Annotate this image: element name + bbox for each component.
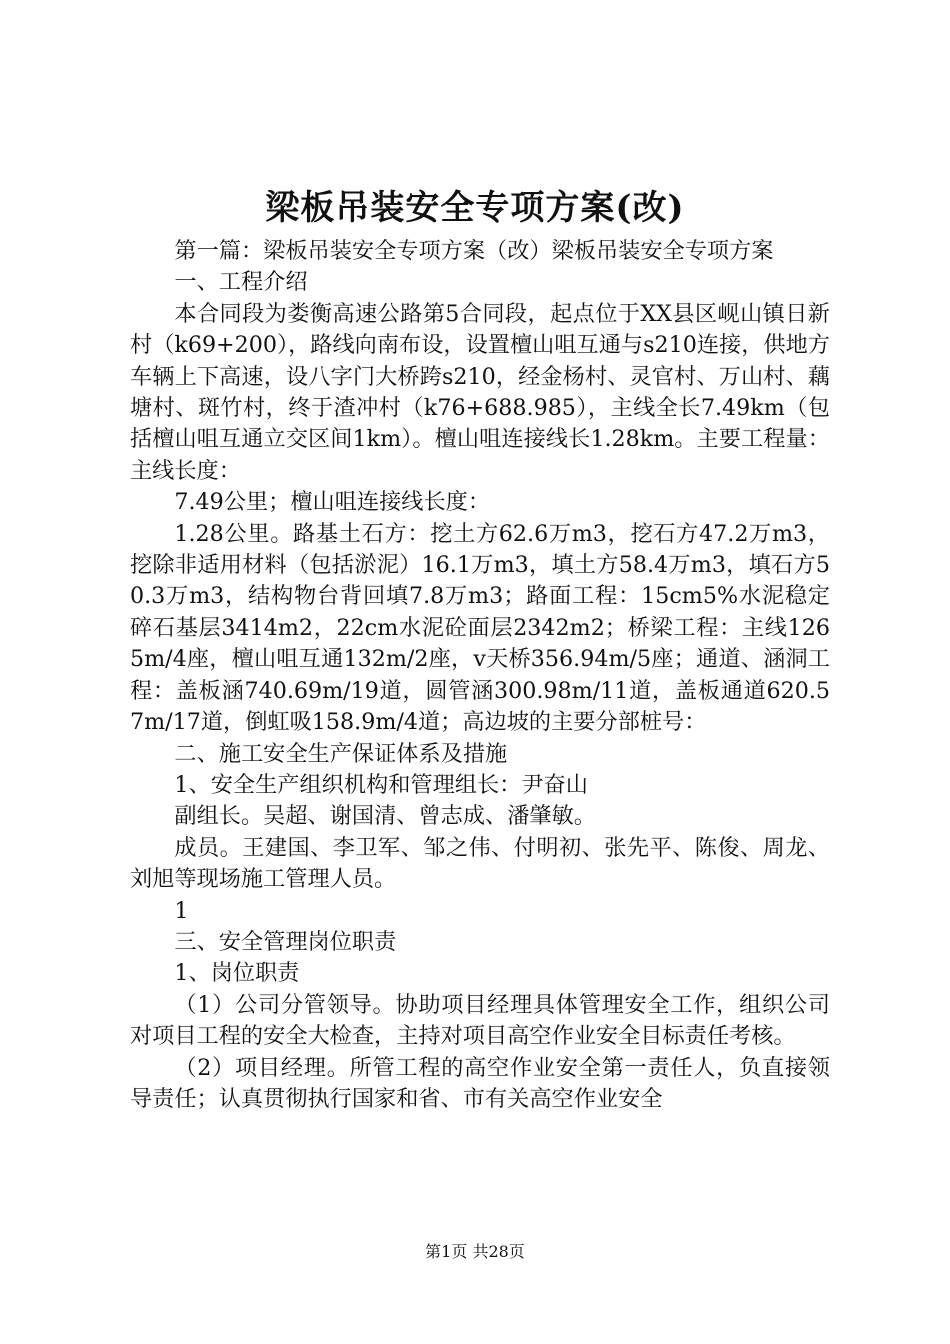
paragraph-section-2-heading: 二、施工安全生产保证体系及措施 (174, 740, 508, 767)
paragraph-duty-project-manager: （2）项目经理。所管工程的高空作业安全第一责任人，负直接领导责任；认真贯彻执行国家和省、市有关高空作业安全 (130, 1054, 830, 1112)
paragraph-org-members: 成员。王建国、李卫军、邹之伟、付明初、张先平、陈俊、周龙、刘旭等现场施工管理人员。 (130, 834, 830, 893)
paragraph-mainline-length: 7.49公里；檀山咀连接线长度： (174, 489, 491, 516)
paragraph-project-intro: 本合同段为娄衡高速公路第5合同段，起点位于XX县区岘山镇日新村（k69+200），路线向南布设，设置檀山咀互通与s210连接，供地方车辆上下高速，设八字门大桥跨s210，经金杨村、灵官村、万山村、藕塘村、斑竹村，终于渣冲村（k76+688.985），主线全长7.49km（包括檀山咀互通立交区间1km）。檀山咀连接线长1.28km。主要工程量：主线长度： (130, 300, 830, 484)
paragraph-duty-company-leader: （1）公司分管领导。协助项目经理具体管理安全工作，组织公司对项目工程的安全大检查，主持对项目高空作业安全目标责任考核。 (130, 991, 830, 1050)
document-body (130, 236, 830, 1115)
paragraph-section-1-heading: 一、工程介绍 (174, 269, 308, 296)
paragraph-org-deputies: 副组长。吴超、谢国清、曾志成、潘肇敏。 (174, 803, 596, 830)
document-title: 梁板吊装安全专项方案(改) (265, 188, 685, 228)
paragraph-quantities: 1.28公里。路基土石方：挖土方62.6万m3，挖石方47.2万m3，挖除非适用材料（包括淤泥）16.1万m3，填土方58.4万m3，填石方50.3万m3，结构物台背回填7.8万m3；路面工程：15cm5%水泥稳定碎石基层3414m2，22cm水泥砼面层2342m2；桥梁工程：主线1265m/4座，檀山咀互通132m/2座，v天桥356.94m/5座；通道、涵洞工程：盖板涵740.69m/19道，圆管涵300.98m/11道，盖板通道620.57m/17道，倒虹吸158.9m/4道；高边坡的主要分部桩号： (130, 520, 830, 736)
paragraph-org-leader: 1、安全生产组织机构和管理组长：尹奋山 (174, 771, 588, 798)
page-footer: 第1页 共28页 (425, 1242, 525, 1261)
paragraph-section-3-heading: 三、安全管理岗位职责 (174, 928, 397, 955)
paragraph-number: 1 (174, 897, 189, 924)
paragraph-chapter-heading: 第一篇：梁板吊装安全专项方案（改）梁板吊装安全专项方案 (174, 238, 774, 264)
paragraph-duties-heading: 1、岗位职责 (174, 960, 300, 987)
